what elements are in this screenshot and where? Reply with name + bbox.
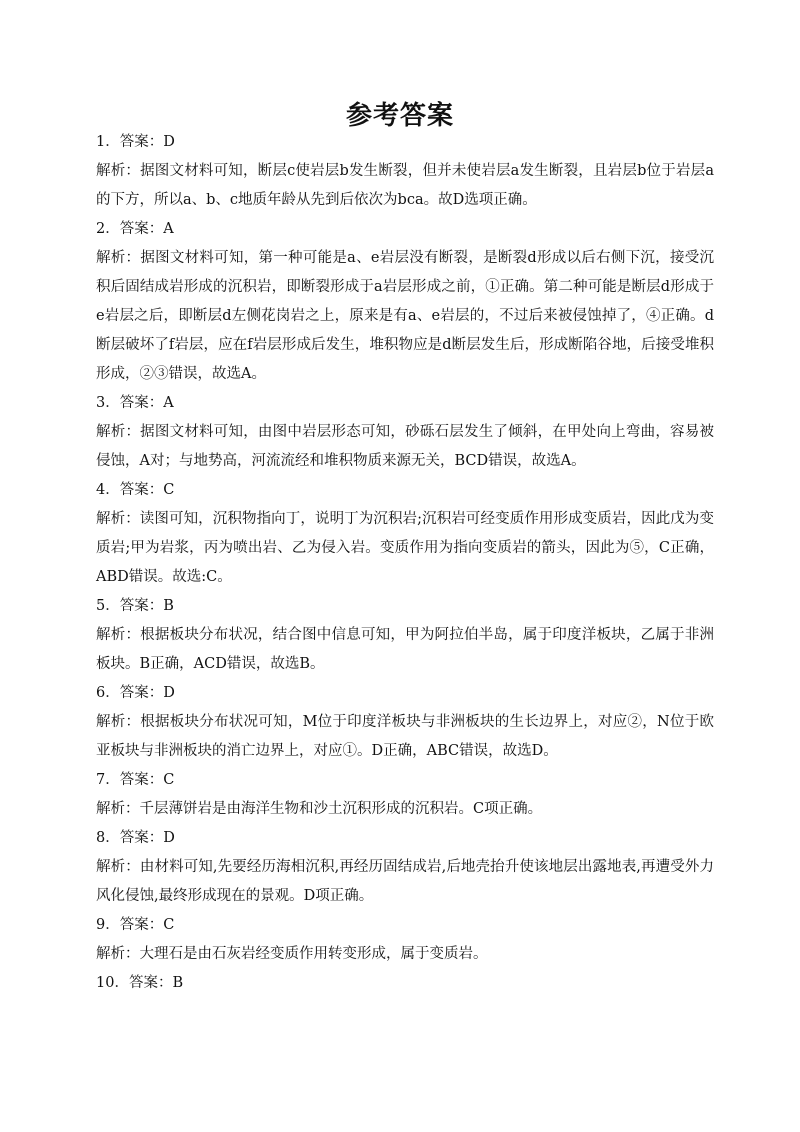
answer-item-7: [96, 766, 714, 824]
explanation-text: 解析：根据板块分布状况可知，M位于印度洋板块与非洲板块的生长边界上，对应②，N位于欧亚板块与非洲板块的消亡边界上，对应①。D正确，ABC错误，故选D。: [96, 714, 714, 759]
answer-line: 4．答案：C: [96, 482, 175, 498]
explanation-text: 解析：由材料可知,先要经历海相沉积,再经历固结成岩,后地壳抬升使该地层出露地表,再遭受外力风化侵蚀,最终形成现在的景观。D项正确。: [96, 859, 714, 904]
explanation-text: 解析：据图文材料可知，第一种可能是a、e岩层没有断裂，是断裂d形成以后右侧下沉，接受沉积后固结成岩形成的沉积岩，即断裂形成于a岩层形成之前，①正确。第二种可能是断层d形成于e岩层之后，即断层d左侧花岗岩之上，原来是有a、e岩层的，不过后来被侵蚀掉了，④正确。d断层破坏了f岩层，应在f岩层形成后发生，堆积物应是d断层发生后，形成断陷谷地，后接受堆积形成，②③错误，故选A。: [96, 250, 714, 382]
answer-item-8: [96, 824, 714, 911]
answer-line: 2．答案：A: [96, 221, 174, 237]
explanation-text: 解析：根据板块分布状况，结合图中信息可知，甲为阿拉伯半岛，属于印度洋板块，乙属于非洲板块。B正确，ACD错误，故选B。: [96, 627, 714, 672]
answer-item-4: [96, 476, 714, 592]
answer-line: 9．答案：C: [96, 917, 175, 933]
answer-item-5: [96, 592, 714, 679]
explanation-text: 解析：大理石是由石灰岩经变质作用转变形成，属于变质岩。: [96, 946, 488, 962]
explanation-text: 解析：据图文材料可知，由图中岩层形态可知，砂砾石层发生了倾斜，在甲处向上弯曲，容易被侵蚀，A对；与地势高，河流流经和堆积物质来源无关，BCD错误，故选A。: [96, 424, 714, 469]
answer-line: 7．答案：C: [96, 772, 175, 788]
answer-item-9: [96, 911, 714, 969]
explanation-text: 解析：据图文材料可知，断层c使岩层b发生断裂，但并未使岩层a发生断裂，且岩层b位于岩层a的下方，所以a、b、c地质年龄从先到后依次为bca。故D选项正确。: [96, 163, 714, 208]
answer-item-3: [96, 389, 714, 476]
explanation-text: 解析：读图可知，沉积物指向丁，说明丁为沉积岩;沉积岩可经变质作用形成变质岩，因此戊为变质岩;甲为岩浆，丙为喷出岩、乙为侵入岩。变质作用为指向变质岩的箭头，因此为⑤，C正确，ABD错误。故选:C。: [96, 511, 714, 585]
answer-list: [96, 128, 714, 998]
explanation-text: 解析：千层薄饼岩是由海洋生物和沙土沉积形成的沉积岩。C项正确。: [96, 801, 543, 817]
answer-item-10: [96, 969, 714, 998]
answer-line: 10．答案：B: [96, 975, 184, 991]
answer-line: 8．答案：D: [96, 830, 175, 846]
answer-item-1: [96, 128, 714, 215]
answer-line: 5．答案：B: [96, 598, 174, 614]
answer-line: 3．答案：A: [96, 395, 174, 411]
answer-line: 6．答案：D: [96, 685, 175, 701]
answer-item-2: [96, 215, 714, 389]
answer-line: 1．答案：D: [96, 134, 175, 150]
page-title: 参考答案: [345, 101, 454, 131]
answer-item-6: [96, 679, 714, 766]
